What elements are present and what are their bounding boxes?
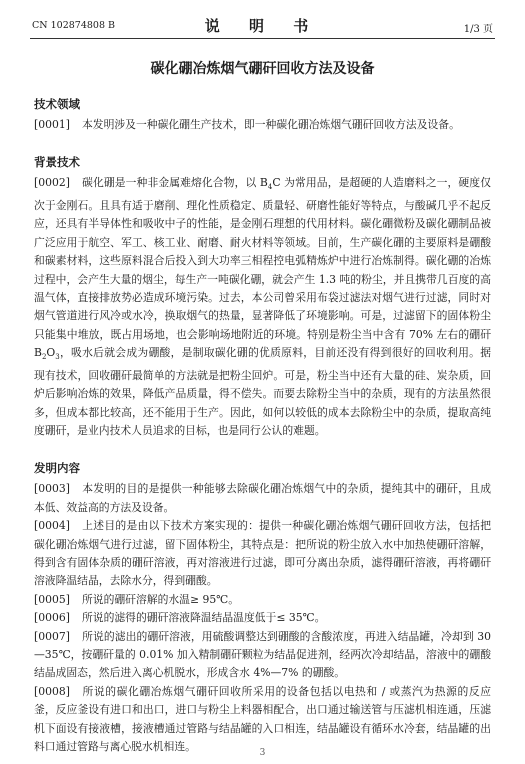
subscript: 2 xyxy=(41,353,47,362)
paragraph-text: 上述目的是由以下技术方案实现的：提供一种碳化硼冶炼烟气硼矸回收方法，包括把碳化硼冶炼烟气进行过滤，留下固体粉尘，其特点是：把所说的粉尘放入水中加热使硼矸溶解，得到含有固体杂质的硼矸溶液，再对溶液进行过滤，即可分离出杂质，滤得硼矸溶液，再将硼矸溶液降温结晶，去除水分，得到硼酸。 xyxy=(34,519,491,588)
subscript: 3 xyxy=(55,353,60,362)
paragraph xyxy=(34,517,491,591)
section-heading: 发明内容 xyxy=(34,461,80,476)
page-info: 1/3 页 xyxy=(463,24,493,35)
page-footer-mark: 3 xyxy=(259,748,266,758)
paragraph xyxy=(34,683,491,757)
section-heading: 背景技术 xyxy=(34,155,80,170)
paragraph-number: [0005] xyxy=(34,592,70,606)
subscript: 4 xyxy=(267,183,273,192)
paragraph-number: [0006] xyxy=(34,611,70,625)
paragraph xyxy=(34,591,491,609)
paragraph-number: [0003] xyxy=(34,482,70,496)
doc-number: CN 102874808 B xyxy=(32,20,115,31)
paragraph-text: O xyxy=(46,346,56,360)
paragraph-text: 碳化硼是一种非金属难熔化合物，以 B xyxy=(82,176,268,190)
paragraph xyxy=(34,609,491,627)
paragraph-text: 所说的滤得的硼矸溶液降温结晶温度低于≤ 35℃。 xyxy=(82,611,326,625)
paragraph-text: ，吸水后就会成为硼酸，是制取碳化硼的优质原料，目前还没有得到很好的回收利用。据现有技术，回收硼矸最简单的方法就是把粉尘回炉。可是，粉尘当中还有大量的硅、炭杂质，回炉后影响冶炼的效果，降低产品质量，得不偿失。而要去除粉尘当中的杂质，现有的方法虽然很多，但成本都比较高，还不能用于生产。因此，如何以较低的成本去除粉尘中的杂质，提取高纯度硼矸，是业内技术人员追求的目标，也是同行公认的难题。 xyxy=(34,346,491,437)
paragraph xyxy=(34,628,491,683)
paragraph-text: 本发明涉及一种碳化硼生产技术，即一种碳化硼冶炼烟气硼矸回收方法及设备。 xyxy=(82,118,460,131)
page-header xyxy=(30,14,495,39)
paragraph-number: [0008] xyxy=(34,684,70,698)
paragraph-text: 所说的滤出的硼矸溶液，用硫酸调整达到硼酸的含酸浓度，再进入结晶罐，冷却到 30—35℃，按硼矸量的 0.01% 加入精制硼矸颗粒为结晶促进剂，经两次冷却结晶，溶液中的硼酸结晶成固态，然后进入离心机脱水，形成含水 4%—7% 的硼酸。 xyxy=(34,629,491,680)
paragraph-text: 所说的硼矸溶解的水温≥ 95℃。 xyxy=(82,592,240,606)
paragraph xyxy=(34,116,491,134)
document-body xyxy=(34,96,491,757)
paragraph xyxy=(34,480,491,517)
paragraph-number: [0004] xyxy=(34,519,70,533)
paragraph-number: [0001] xyxy=(34,118,70,131)
paragraph-text: 本发明的目的是提供一种能够去除碳化硼冶炼烟气中的杂质，提纯其中的硼矸，且成本低、效益高的方法及设备。 xyxy=(34,482,491,514)
paragraph-number: [0002] xyxy=(34,176,70,190)
section-heading: 技术领域 xyxy=(34,97,80,111)
paragraph-text: 所说的碳化硼冶炼烟气硼矸回收所采用的设备包括以电热和 / 或蒸汽为热源的反应釜，反应釜设有进口和出口，进口与粉尘上料器相配合，出口通过输送管与压滤机相连通，压滤机下面设有接液槽，接液槽通过管路与结晶罐的入口相连，结晶罐设有循环水冷套，结晶罐的出料口通过管路与离心脱水机相连。 xyxy=(34,684,491,754)
paragraph xyxy=(34,174,491,440)
doc-type: 说 明 书 xyxy=(204,17,321,35)
document-title: 碳化硼冶炼烟气硼矸回收方法及设备 xyxy=(150,61,375,77)
paragraph-number: [0007] xyxy=(34,629,70,643)
paragraph-text: C 为常用品，是超硬的人造磨料之一，硬度仅次于金刚石。且具有适于磨削、理化性质稳定、质量轻、研磨性能好等特点，与酸碱几乎不起反应，还具有半导体性和吸收中子的性能，是金刚石理想的代用材料。碳化硼微粉及碳化硼制品被广泛应用于航空、军工、核工业、耐磨、耐火材料等领域。目前，生产碳化硼的主要原料是硼酸和碳素材料，这些原料混合后投入到大功率三相程控电弧精炼炉中进行冶炼制得。碳化硼的冶炼过程中，会产生大量的烟尘，每生产一吨碳化硼，就会产生 1.3 吨的粉尘，并且携带几百度的高温气体，直接排放势必造成环境污染。过去，本公司曾采用布袋过滤法对烟气进行过滤，同时对烟气管道进行风冷或水冷，换取烟气的热量，显著降低了环境影响。可是，过滤留下的固体粉尘只能集中堆放，既占用场地，也会影响场地附近的环境。特别是粉尘当中含有 70% 左右的硼矸 B xyxy=(34,176,491,360)
